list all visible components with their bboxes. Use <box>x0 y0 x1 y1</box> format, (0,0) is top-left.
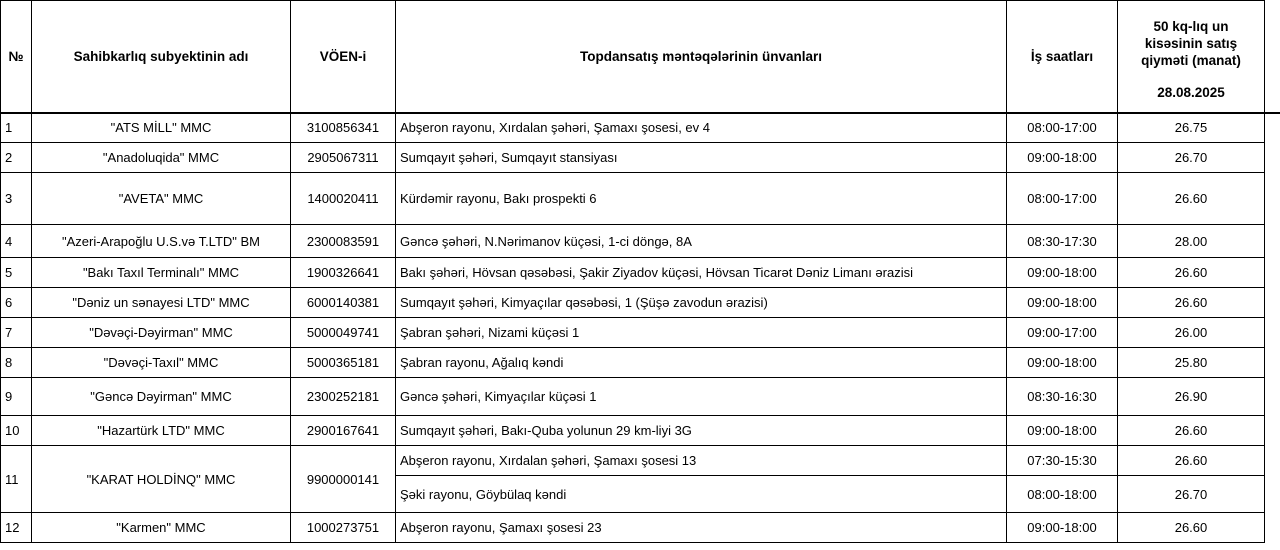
voen: 6000140381 <box>291 288 396 318</box>
price: 26.60 <box>1118 173 1265 225</box>
price: 26.60 <box>1118 446 1265 476</box>
price: 26.60 <box>1118 416 1265 446</box>
address: Sumqayıt şəhəri, Sumqayıt stansiyası <box>396 143 1007 173</box>
entity-name: "Azeri-Arapoğlu U.S.və T.LTD" BM <box>32 225 291 258</box>
row-number: 6 <box>1 288 32 318</box>
entity-name: "ATS MİLL" MMC <box>32 113 291 143</box>
entity-name: "Dəniz un sənayesi LTD" MMC <box>32 288 291 318</box>
header-price <box>1118 1 1265 113</box>
header-hours: İş saatları <box>1007 1 1118 113</box>
work-hours: 07:30-15:30 <box>1007 446 1118 476</box>
header-number: № <box>1 1 32 113</box>
header-price-date: 28.08.2025 <box>1157 84 1225 100</box>
row-number: 11 <box>1 446 32 513</box>
row-number: 2 <box>1 143 32 173</box>
address: Gəncə şəhəri, N.Nərimanov küçəsi, 1-ci döngə, 8A <box>396 225 1007 258</box>
row-number: 3 <box>1 173 32 225</box>
work-hours: 09:00-18:00 <box>1007 416 1118 446</box>
address: Kürdəmir rayonu, Bakı prospekti 6 <box>396 173 1007 225</box>
row-number: 12 <box>1 513 32 543</box>
row-number: 8 <box>1 348 32 378</box>
table-row <box>1 348 1280 378</box>
voen: 1400020411 <box>291 173 396 225</box>
entity-name: "Bakı Taxıl Terminalı" MMC <box>32 258 291 288</box>
address: Sumqayıt şəhəri, Bakı-Quba yolunun 29 km-liyi 3G <box>396 416 1007 446</box>
address: Abşeron rayonu, Xırdalan şəhəri, Şamaxı şosesi, ev 4 <box>396 113 1007 143</box>
row-number: 5 <box>1 258 32 288</box>
header-price-line1: 50 kq-lıq un <box>1153 18 1229 34</box>
work-hours: 09:00-17:00 <box>1007 318 1118 348</box>
table-row <box>1 318 1280 348</box>
row-number: 7 <box>1 318 32 348</box>
voen: 5000049741 <box>291 318 396 348</box>
address: Şabran şəhəri, Nizami küçəsi 1 <box>396 318 1007 348</box>
price: 26.70 <box>1118 476 1265 513</box>
header-voen: VÖEN-i <box>291 1 396 113</box>
table-row <box>1 143 1280 173</box>
address: Şəki rayonu, Göybülaq kəndi <box>396 476 1007 513</box>
entity-name: "Dəvəçi-Dəyirman" MMC <box>32 318 291 348</box>
price: 26.60 <box>1118 258 1265 288</box>
work-hours: 08:00-17:00 <box>1007 113 1118 143</box>
entity-name: "Hazartürk LTD" MMC <box>32 416 291 446</box>
price: 26.60 <box>1118 513 1265 543</box>
work-hours: 08:30-17:30 <box>1007 225 1118 258</box>
edge-spacer <box>1265 1 1280 113</box>
table-row <box>1 173 1280 225</box>
voen: 1900326641 <box>291 258 396 288</box>
work-hours: 09:00-18:00 <box>1007 348 1118 378</box>
entity-name: "Anadoluqida" MMC <box>32 143 291 173</box>
voen: 2300252181 <box>291 378 396 416</box>
price: 25.80 <box>1118 348 1265 378</box>
row-number: 1 <box>1 113 32 143</box>
address: Sumqayıt şəhəri, Kimyaçılar qəsəbəsi, 1 (Şüşə zavodun ərazisi) <box>396 288 1007 318</box>
table-row <box>1 225 1280 258</box>
header-address: Topdansatış məntəqələrinin ünvanları <box>396 1 1007 113</box>
price: 26.75 <box>1118 113 1265 143</box>
voen: 5000365181 <box>291 348 396 378</box>
work-hours: 08:00-18:00 <box>1007 476 1118 513</box>
address: Bakı şəhəri, Hövsan qəsəbəsi, Şakir Ziyadov küçəsi, Hövsan Ticarət Dəniz Limanı ərazisi <box>396 258 1007 288</box>
voen: 2300083591 <box>291 225 396 258</box>
row-number: 9 <box>1 378 32 416</box>
price: 26.00 <box>1118 318 1265 348</box>
table-row <box>1 113 1280 143</box>
entity-name: "Gəncə Dəyirman" MMC <box>32 378 291 416</box>
row-number: 10 <box>1 416 32 446</box>
entity-name: "Dəvəçi-Taxıl" MMC <box>32 348 291 378</box>
table-row <box>1 446 1280 476</box>
voen: 1000273751 <box>291 513 396 543</box>
voen: 9900000141 <box>291 446 396 513</box>
table-row <box>1 416 1280 446</box>
header-price-line3: qiyməti (manat) <box>1141 52 1241 68</box>
table-row <box>1 288 1280 318</box>
address: Şabran rayonu, Ağalıq kəndi <box>396 348 1007 378</box>
work-hours: 09:00-18:00 <box>1007 288 1118 318</box>
voen: 2900167641 <box>291 416 396 446</box>
price: 28.00 <box>1118 225 1265 258</box>
table-row <box>1 513 1280 543</box>
price: 26.70 <box>1118 143 1265 173</box>
entity-name: "AVETA" MMC <box>32 173 291 225</box>
entity-name: "KARAT HOLDİNQ" MMC <box>32 446 291 513</box>
row-number: 4 <box>1 225 32 258</box>
work-hours: 09:00-18:00 <box>1007 513 1118 543</box>
table-row <box>1 378 1280 416</box>
price: 26.90 <box>1118 378 1265 416</box>
voen: 3100856341 <box>291 113 396 143</box>
voen: 2905067311 <box>291 143 396 173</box>
header-entity-name: Sahibkarlıq subyektinin adı <box>32 1 291 113</box>
address: Abşeron rayonu, Şamaxı şosesi 23 <box>396 513 1007 543</box>
address: Abşeron rayonu, Xırdalan şəhəri, Şamaxı şosesi 13 <box>396 446 1007 476</box>
work-hours: 08:00-17:00 <box>1007 173 1118 225</box>
address: Gəncə şəhəri, Kimyaçılar küçəsi 1 <box>396 378 1007 416</box>
header-price-line2: kisəsinin satış <box>1144 35 1238 51</box>
work-hours: 09:00-18:00 <box>1007 258 1118 288</box>
table-row <box>1 258 1280 288</box>
price: 26.60 <box>1118 288 1265 318</box>
work-hours: 09:00-18:00 <box>1007 143 1118 173</box>
entity-name: "Karmen" MMC <box>32 513 291 543</box>
work-hours: 08:30-16:30 <box>1007 378 1118 416</box>
